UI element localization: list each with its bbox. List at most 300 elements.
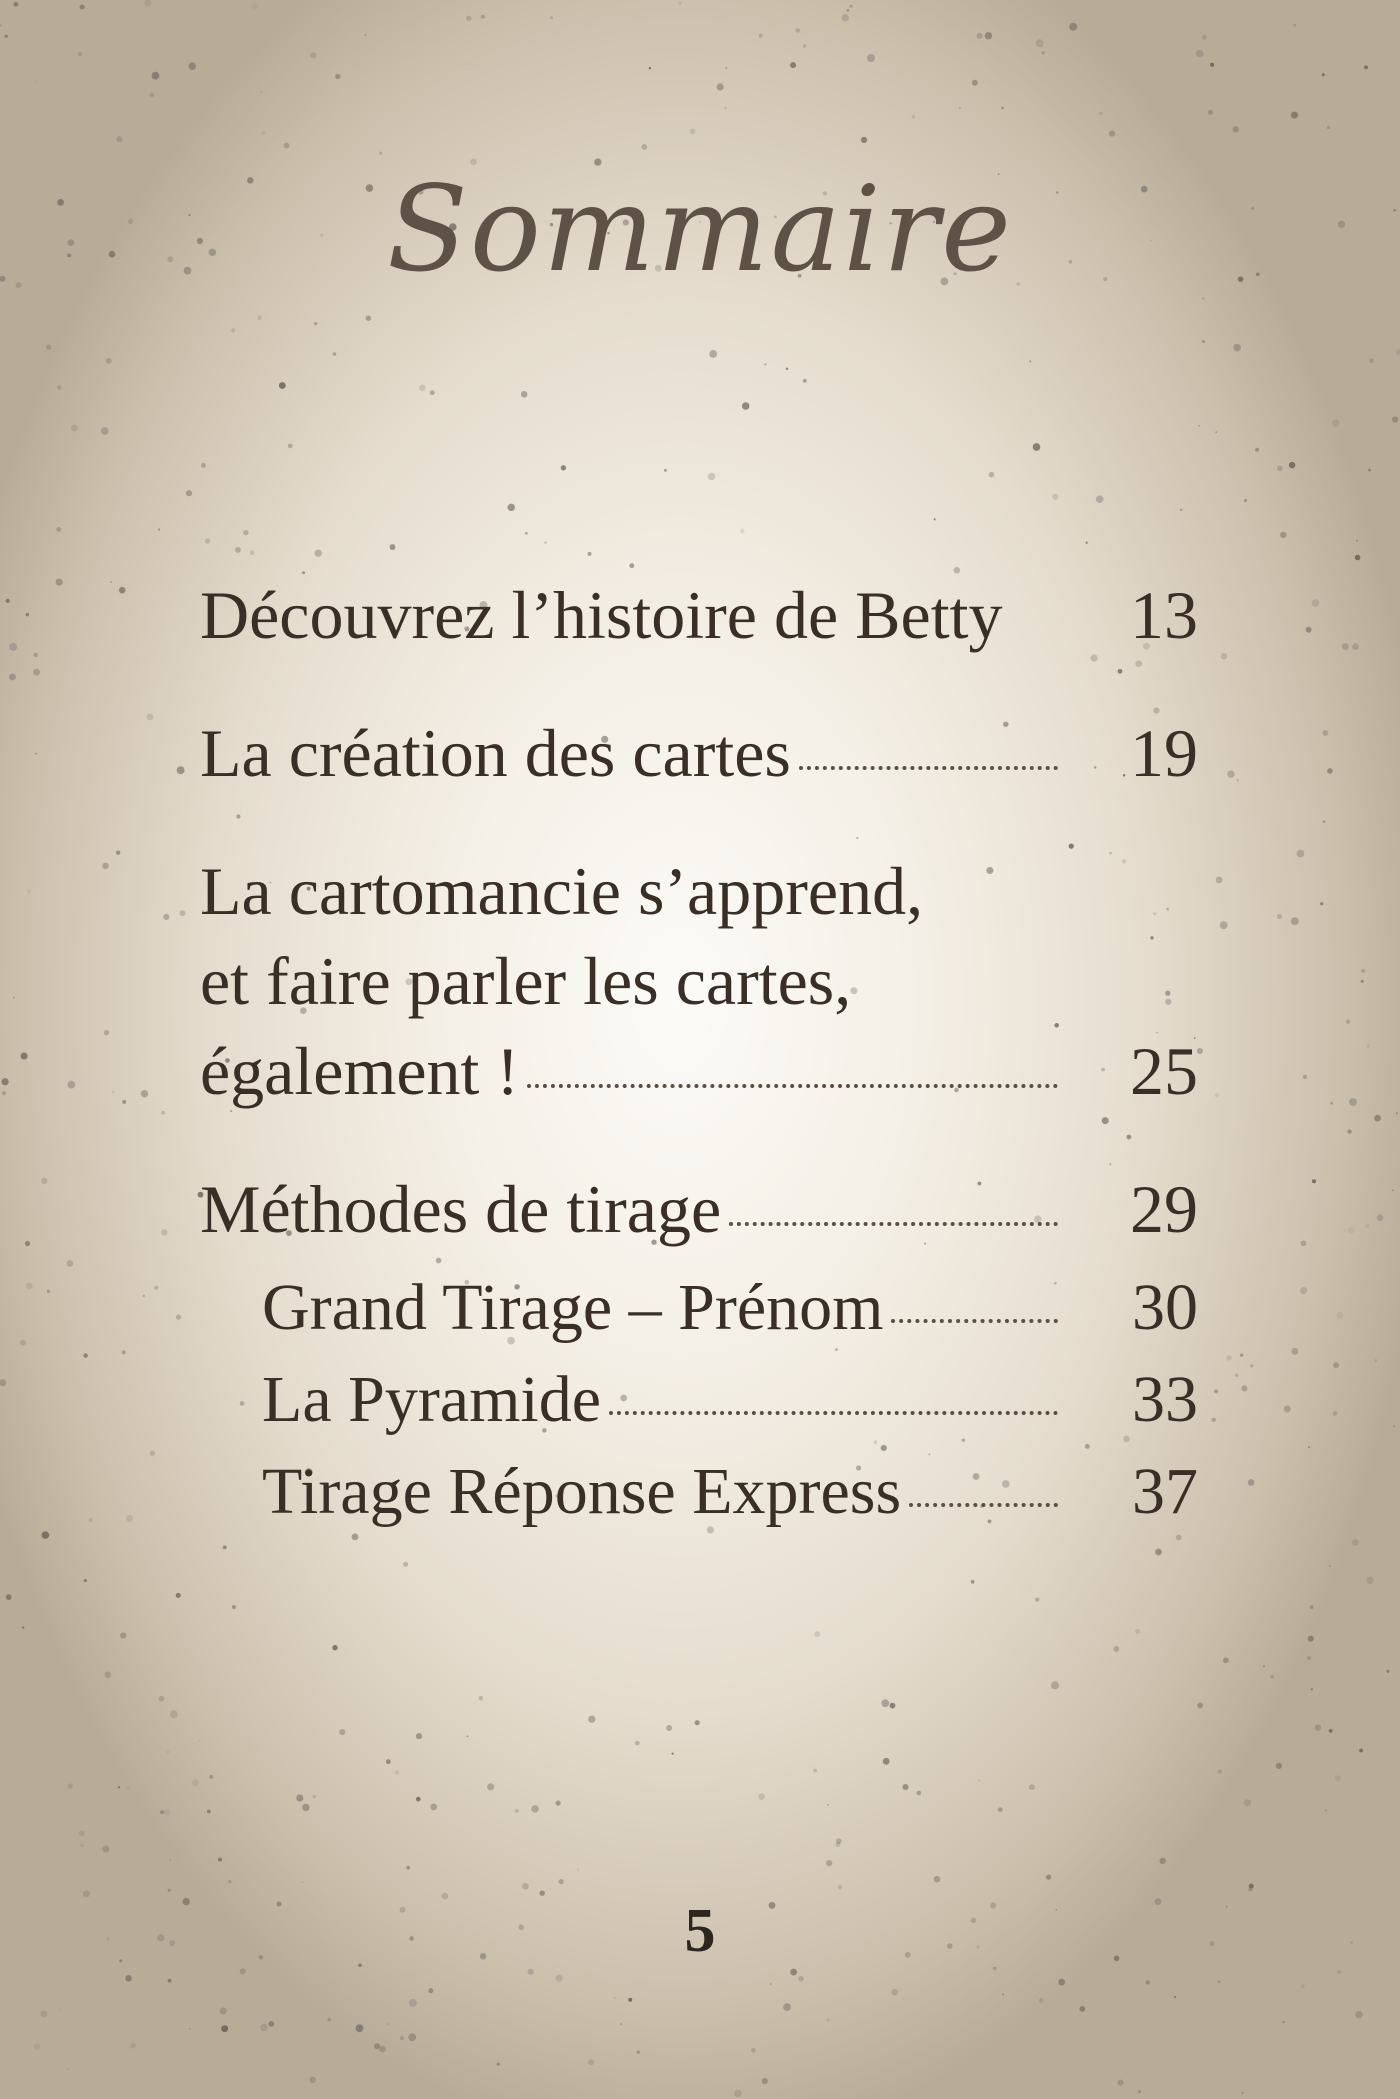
speckle bbox=[41, 2011, 48, 2018]
speckle bbox=[232, 1605, 236, 1609]
speckle bbox=[1393, 1425, 1396, 1428]
speckle bbox=[154, 1286, 158, 1290]
speckle bbox=[1333, 1411, 1337, 1415]
speckle bbox=[164, 1809, 171, 1816]
speckle bbox=[141, 1090, 148, 1097]
toc-entry-label-line-1: La cartomancie s’apprend, bbox=[200, 853, 924, 929]
speckle bbox=[56, 527, 61, 532]
speckle bbox=[26, 613, 30, 617]
speckle bbox=[1135, 1629, 1140, 1634]
speckle bbox=[1320, 902, 1323, 905]
speckle bbox=[150, 93, 155, 98]
speckle bbox=[379, 2046, 386, 2053]
speckle bbox=[302, 1804, 309, 1811]
speckle bbox=[1277, 914, 1282, 919]
speckle bbox=[4, 35, 7, 38]
speckle bbox=[67, 1081, 75, 1089]
speckle bbox=[240, 1968, 246, 1974]
speckle bbox=[207, 1810, 211, 1814]
speckle bbox=[1197, 1703, 1203, 1709]
speckle bbox=[57, 385, 62, 390]
speckle bbox=[1336, 1312, 1343, 1319]
speckle bbox=[314, 322, 317, 325]
speckle bbox=[221, 2025, 228, 2032]
speckle bbox=[36, 79, 38, 81]
speckle bbox=[260, 91, 262, 93]
speckle bbox=[261, 131, 266, 136]
speckle bbox=[1284, 1406, 1291, 1413]
speckle bbox=[163, 914, 169, 920]
speckle bbox=[976, 33, 982, 39]
speckle bbox=[150, 1450, 155, 1455]
speckle bbox=[798, 1976, 804, 1982]
speckle bbox=[339, 1729, 345, 1735]
speckle bbox=[1079, 2006, 1085, 2012]
toc-subentry-grand-tirage bbox=[262, 1262, 1200, 1354]
speckle bbox=[186, 490, 192, 496]
speckle bbox=[403, 1562, 408, 1567]
speckle bbox=[101, 427, 109, 435]
speckle bbox=[1241, 1385, 1247, 1391]
speckle bbox=[25, 1241, 30, 1246]
toc-entry-label-line-2: et faire parler les cartes, bbox=[200, 943, 852, 1019]
speckle bbox=[1174, 1996, 1176, 1998]
toc-leader-dots bbox=[609, 1411, 1058, 1415]
speckle bbox=[635, 1741, 640, 1746]
speckle bbox=[68, 1783, 73, 1788]
speckle bbox=[1237, 779, 1239, 781]
speckle bbox=[279, 382, 286, 389]
speckle bbox=[428, 1988, 433, 1993]
speckle bbox=[122, 1100, 126, 1104]
speckle bbox=[170, 1710, 178, 1718]
speckle bbox=[717, 83, 724, 90]
speckle bbox=[577, 1869, 579, 1871]
speckle bbox=[1306, 627, 1312, 633]
speckle bbox=[333, 352, 337, 356]
speckle bbox=[1212, 1418, 1216, 1422]
speckle bbox=[1033, 443, 1041, 451]
speckle bbox=[47, 1290, 50, 1293]
speckle bbox=[409, 1999, 417, 2007]
speckle bbox=[559, 1879, 564, 1884]
toc-page-number: 30 bbox=[1132, 1271, 1198, 1344]
speckle bbox=[301, 1881, 303, 1883]
speckle bbox=[1218, 1980, 1221, 1983]
speckle bbox=[734, 2090, 742, 2098]
speckle bbox=[1392, 1190, 1394, 1192]
speckle bbox=[1333, 1362, 1339, 1368]
speckle bbox=[35, 753, 37, 755]
speckle bbox=[27, 889, 31, 893]
speckle bbox=[152, 72, 160, 80]
speckle bbox=[1322, 730, 1328, 736]
speckle bbox=[1227, 770, 1234, 777]
speckle bbox=[177, 766, 185, 774]
speckle bbox=[243, 530, 248, 535]
speckle bbox=[1198, 425, 1200, 427]
speckle bbox=[309, 2077, 315, 2083]
speckle bbox=[390, 544, 396, 550]
speckle bbox=[167, 1751, 170, 1754]
speckle bbox=[620, 2023, 623, 2026]
speckle bbox=[934, 1876, 941, 1883]
speckle bbox=[1348, 1227, 1355, 1234]
speckle bbox=[487, 1783, 494, 1790]
speckle bbox=[110, 581, 112, 583]
speckle bbox=[419, 384, 425, 390]
speckle bbox=[934, 518, 936, 520]
speckle bbox=[1069, 23, 1077, 31]
toc-subentry-label: Grand Tirage – Prénom bbox=[262, 1271, 884, 1344]
speckle bbox=[998, 1807, 1003, 1812]
speckle bbox=[813, 1769, 817, 1773]
speckle bbox=[158, 1696, 164, 1702]
speckle bbox=[764, 363, 766, 365]
speckle bbox=[71, 425, 78, 432]
toc-entry-label: Méthodes de tirage bbox=[200, 1171, 722, 1247]
speckle bbox=[1396, 1112, 1398, 1114]
speckle bbox=[762, 2078, 768, 2084]
speckle bbox=[1375, 1359, 1377, 1361]
speckle bbox=[508, 504, 516, 512]
speckle bbox=[1214, 1389, 1218, 1393]
speckle bbox=[544, 541, 547, 544]
speckle bbox=[1240, 1354, 1243, 1357]
speckle bbox=[1364, 65, 1368, 69]
speckle bbox=[836, 1842, 841, 1847]
speckle bbox=[408, 2033, 416, 2041]
speckle bbox=[1374, 1115, 1381, 1122]
speckle bbox=[1312, 599, 1320, 607]
speckle bbox=[641, 144, 647, 150]
speckle bbox=[1270, 1675, 1274, 1679]
speckle bbox=[708, 473, 716, 481]
toc-subentry-label: Tirage Réponse Express bbox=[262, 1455, 902, 1528]
speckle bbox=[102, 1845, 109, 1852]
speckle bbox=[189, 2028, 191, 2030]
speckle bbox=[742, 402, 750, 410]
speckle bbox=[104, 1030, 109, 1035]
speckle bbox=[1300, 1287, 1307, 1294]
speckle bbox=[46, 345, 51, 350]
speckle bbox=[1301, 1984, 1305, 1988]
speckle bbox=[176, 1593, 181, 1598]
speckle bbox=[1307, 1656, 1311, 1660]
speckle bbox=[1146, 1980, 1150, 1984]
speckle bbox=[1315, 1724, 1321, 1730]
speckle bbox=[1001, 107, 1004, 110]
speckle bbox=[1241, 2092, 1243, 2094]
toc-entry-label-line-3: également ! bbox=[200, 1033, 520, 1109]
speckle bbox=[327, 2017, 331, 2021]
speckle bbox=[481, 15, 485, 19]
toc-subentry-pyramide bbox=[262, 1354, 1200, 1446]
speckle bbox=[1208, 110, 1213, 115]
speckle bbox=[1282, 2021, 1284, 2023]
speckle bbox=[1352, 1539, 1358, 1545]
speckle bbox=[9, 673, 16, 680]
speckle bbox=[168, 1979, 172, 1983]
speckle bbox=[395, 1770, 400, 1775]
speckle bbox=[1255, 448, 1259, 452]
speckle bbox=[1096, 495, 1104, 503]
speckle bbox=[847, 9, 850, 12]
speckle bbox=[78, 52, 82, 56]
speckle bbox=[1330, 1102, 1333, 1105]
speckle bbox=[364, 34, 366, 36]
speckle bbox=[260, 2024, 267, 2031]
speckle bbox=[84, 1579, 87, 1582]
speckle bbox=[416, 1733, 422, 1739]
speckle bbox=[119, 587, 126, 594]
speckle bbox=[1276, 1763, 1282, 1769]
speckle bbox=[332, 1645, 337, 1650]
toc-subentry-label: La Pyramide bbox=[262, 1363, 602, 1436]
speckle bbox=[759, 34, 763, 38]
speckle bbox=[268, 2021, 274, 2027]
speckle bbox=[1291, 112, 1298, 119]
speckle bbox=[120, 1632, 126, 1638]
speckle bbox=[296, 1794, 303, 1801]
speckle bbox=[1117, 2080, 1123, 2086]
toc-page-number: 19 bbox=[1130, 715, 1198, 791]
speckle bbox=[67, 1260, 74, 1267]
speckle bbox=[1029, 1784, 1035, 1790]
speckle bbox=[169, 1859, 171, 1861]
speckle bbox=[106, 358, 112, 364]
speckle bbox=[1202, 35, 1207, 40]
speckle bbox=[160, 1810, 164, 1814]
speckle bbox=[387, 2023, 389, 2025]
speckle bbox=[1099, 112, 1102, 115]
speckle bbox=[1294, 24, 1296, 26]
speckle bbox=[80, 4, 85, 9]
speckle bbox=[34, 653, 38, 657]
speckle bbox=[1109, 131, 1115, 137]
toc-page-number: 25 bbox=[1130, 1033, 1198, 1109]
page-number-footer: 5 bbox=[684, 1897, 716, 1965]
speckle bbox=[561, 465, 566, 470]
speckle bbox=[786, 368, 789, 371]
speckle bbox=[126, 1515, 133, 1522]
speckle bbox=[42, 1531, 50, 1539]
speckle bbox=[1160, 1858, 1166, 1864]
speckle bbox=[144, 0, 151, 7]
speckle bbox=[310, 52, 316, 58]
speckle bbox=[231, 329, 235, 333]
speckle bbox=[842, 14, 849, 21]
speckle bbox=[1366, 1577, 1373, 1584]
toc-entry-label: Découvrez l’histoire de Betty bbox=[200, 577, 1003, 653]
speckle bbox=[1202, 340, 1205, 343]
speckle bbox=[313, 1795, 316, 1798]
speckle bbox=[525, 532, 528, 535]
toc-leader-dots bbox=[527, 1084, 1058, 1088]
speckle bbox=[80, 1844, 84, 1848]
speckle bbox=[556, 1801, 561, 1806]
speckle bbox=[849, 4, 852, 7]
speckle bbox=[521, 391, 528, 398]
toc-page-number: 37 bbox=[1132, 1455, 1198, 1528]
speckle bbox=[783, 2003, 791, 2011]
speckle bbox=[1042, 51, 1045, 54]
speckle bbox=[56, 578, 63, 585]
speckle bbox=[68, 2068, 70, 2070]
speckle bbox=[250, 550, 255, 555]
speckle bbox=[1308, 1636, 1314, 1642]
speckle bbox=[867, 54, 875, 62]
speckle bbox=[814, 1631, 820, 1637]
speckle bbox=[13, 997, 15, 999]
speckle bbox=[725, 67, 727, 69]
speckle bbox=[34, 2043, 41, 2050]
speckle bbox=[112, 1091, 114, 1093]
speckle bbox=[374, 2043, 380, 2049]
speckle bbox=[315, 550, 322, 557]
speckle bbox=[20, 1340, 26, 1346]
speckle bbox=[147, 714, 154, 721]
speckle bbox=[751, 2048, 756, 2053]
speckle bbox=[1396, 349, 1400, 355]
speckle bbox=[628, 1998, 632, 2002]
speckle bbox=[143, 1295, 145, 1297]
speckle bbox=[466, 16, 472, 22]
speckle bbox=[257, 315, 262, 320]
speckle bbox=[1355, 555, 1361, 561]
speckle bbox=[1244, 499, 1247, 502]
speckle bbox=[1277, 466, 1283, 472]
speckle bbox=[1329, 1729, 1333, 1733]
speckle bbox=[1392, 416, 1398, 422]
speckle bbox=[223, 1545, 227, 1549]
toc-entry-label: La création des cartes bbox=[200, 715, 791, 791]
toc-entry-draw-methods bbox=[200, 1164, 1200, 1254]
speckle bbox=[430, 1804, 437, 1811]
speckle bbox=[1361, 980, 1364, 983]
speckle bbox=[1210, 63, 1214, 67]
speckle bbox=[1312, 1179, 1316, 1183]
page-title: Sommaire bbox=[387, 160, 1013, 298]
speckle bbox=[1046, 1874, 1051, 1879]
speckle bbox=[1327, 768, 1333, 774]
toc-leader-dots bbox=[891, 1319, 1058, 1323]
speckle bbox=[235, 547, 241, 553]
speckle bbox=[1248, 1887, 1252, 1891]
speckle bbox=[1365, 1223, 1369, 1227]
toc-leader-dots bbox=[909, 1503, 1058, 1507]
speckle bbox=[790, 1969, 797, 1976]
speckle bbox=[1377, 1214, 1384, 1221]
speckle bbox=[201, 463, 206, 468]
speckle bbox=[6, 599, 10, 603]
speckle bbox=[252, 3, 258, 9]
speckle bbox=[881, 1699, 889, 1707]
speckle bbox=[1322, 73, 1325, 76]
speckle bbox=[912, 115, 916, 119]
speckle bbox=[770, 1983, 772, 1985]
speckle bbox=[497, 2063, 500, 2066]
speckle bbox=[588, 1716, 595, 1723]
speckle bbox=[993, 1967, 997, 1971]
speckle bbox=[14, 2, 19, 7]
speckle bbox=[1368, 469, 1371, 472]
speckle bbox=[637, 2050, 640, 2053]
speckle bbox=[416, 1797, 421, 1802]
speckle bbox=[740, 529, 744, 533]
speckle bbox=[827, 1804, 829, 1806]
toc-leader-dots bbox=[729, 1222, 1058, 1226]
speckle bbox=[629, 563, 634, 568]
speckle bbox=[1248, 1479, 1255, 1486]
speckle bbox=[1327, 126, 1330, 129]
speckle bbox=[1323, 820, 1325, 822]
speckle bbox=[1366, 1045, 1369, 1048]
toc-entry-cartomancy bbox=[200, 846, 1200, 1116]
speckle bbox=[21, 1053, 28, 1060]
speckle bbox=[1221, 653, 1227, 659]
speckle bbox=[826, 1860, 832, 1866]
speckle bbox=[1263, 1665, 1265, 1667]
speckle bbox=[83, 1353, 87, 1357]
speckle bbox=[158, 528, 160, 530]
speckle bbox=[220, 2007, 227, 2014]
speckle bbox=[386, 1759, 391, 1764]
speckle bbox=[1346, 1020, 1350, 1024]
speckle bbox=[1217, 1769, 1222, 1774]
speckle bbox=[1180, 509, 1183, 512]
speckle bbox=[1296, 850, 1304, 858]
speckle bbox=[522, 1883, 529, 1890]
speckle bbox=[104, 1671, 111, 1678]
speckle bbox=[180, 910, 186, 916]
speckle bbox=[531, 1805, 539, 1813]
speckle bbox=[1369, 358, 1374, 363]
speckle bbox=[1355, 2011, 1362, 2018]
speckle bbox=[917, 1791, 922, 1796]
speckle bbox=[102, 863, 109, 870]
speckle bbox=[985, 32, 992, 39]
speckle bbox=[41, 1178, 47, 1184]
speckle bbox=[695, 1720, 700, 1725]
speckle bbox=[467, 1735, 469, 1737]
speckle bbox=[406, 1866, 410, 1870]
speckle bbox=[118, 1786, 120, 1788]
speckle bbox=[1324, 1809, 1327, 1812]
speckle bbox=[1250, 1364, 1253, 1367]
speckle bbox=[335, 74, 340, 79]
speckle bbox=[1233, 344, 1241, 352]
speckle bbox=[1039, 1998, 1043, 2002]
speckle bbox=[9, 643, 17, 651]
speckle bbox=[690, 129, 696, 135]
speckle bbox=[902, 1784, 908, 1790]
speckle bbox=[356, 2024, 364, 2032]
speckle bbox=[795, 28, 800, 33]
speckle bbox=[1196, 50, 1204, 58]
speckle bbox=[891, 1989, 898, 1996]
speckle bbox=[587, 552, 591, 556]
speckle bbox=[0, 1379, 6, 1386]
speckle bbox=[1085, 542, 1087, 544]
speckle bbox=[192, 1779, 199, 1786]
speckle bbox=[116, 136, 122, 142]
speckle bbox=[1035, 1598, 1039, 1602]
speckle bbox=[1002, 1993, 1004, 1995]
speckle bbox=[1216, 877, 1223, 884]
speckle bbox=[130, 2043, 135, 2048]
speckle bbox=[1058, 1979, 1065, 1986]
